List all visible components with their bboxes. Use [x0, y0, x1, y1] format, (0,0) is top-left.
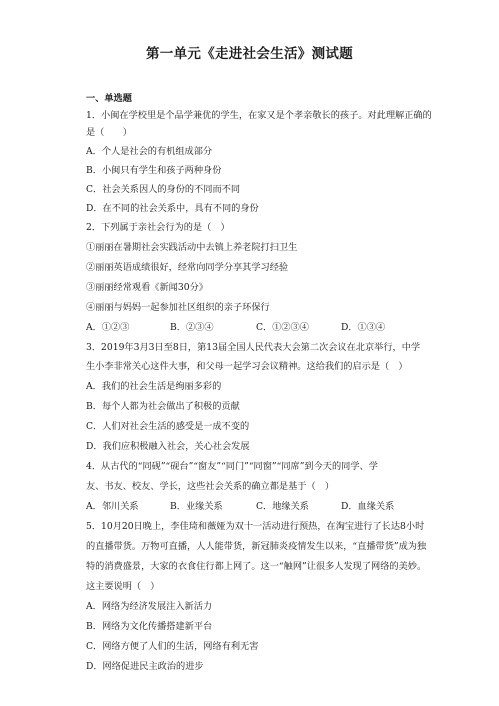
question-5-stem-line-1: 5．10月20日晚上，李佳琦和薇娅为双十一活动进行预热，在淘宝进行了长达8小时	[86, 521, 425, 532]
question-5-stem-line-3: 特的消费盛景，大家的衣食住行都上网了。这一“触网”让很多人发现了网络的美妙。	[86, 561, 427, 572]
question-2-option-b: B．②③④	[170, 322, 214, 333]
question-3-option-d: D．我们应积极融入社会，关心社会发展	[86, 441, 250, 452]
page-title: 第一单元《走进社会生活》测试题	[146, 46, 353, 62]
question-5-stem-line-2: 的直播带货。万物可直播，人人能带货，新冠肺炎疫情发生以来，“直播带货”成为独	[86, 541, 427, 552]
question-4-stem-line-1: 4．从古代的“同砚”“砚台”“窗友”“同门”“同窗”“同席”到今天的同学、学	[86, 461, 378, 472]
question-2-option-a: A．①②③	[86, 322, 130, 333]
question-2-stem: 2．下列属于亲社会行为的是（ ）	[86, 222, 230, 233]
question-2-option-d: D．①③④	[341, 322, 386, 333]
question-3-stem-line-2: 生小李非常关心这件大事，和父母一起学习会议精神。这给我们的启示是（ ）	[86, 361, 408, 372]
question-1-option-c: C．社会关系因人的身份的不同而不同	[86, 184, 241, 195]
question-5-option-b: B．网络为文化传播搭建新平台	[86, 621, 213, 632]
question-3-stem-line-1: 3．2019年3月3日至8日，第13届全国人民代表大会第二次会议在北京举行，中学	[86, 342, 421, 353]
question-5-option-c: C．网络方便了人们的生活，网络有利无害	[86, 641, 259, 652]
question-2-option-c: C．①②③④	[256, 322, 309, 333]
question-2-item-1: ①丽丽在暑期社会实践活动中去镇上养老院打扫卫生	[86, 242, 298, 253]
question-4-stem-line-2: 友、书友、校友、学长，这些社会关系的确立都是基于（ ）	[86, 481, 335, 492]
question-4-option-d: D．血缘关系	[341, 501, 395, 512]
question-1-option-a: A．个人是社会的有机组成部分	[86, 146, 213, 157]
question-1-stem-line-2: 是（ ）	[86, 127, 132, 138]
question-5-option-d: D．网络促进民主政治的进步	[86, 661, 204, 672]
question-4-option-c: C．地缘关系	[256, 501, 309, 512]
question-4-option-b: B．业缘关系	[170, 501, 223, 512]
question-5-option-a: A．网络为经济发展注入新活力	[86, 601, 213, 612]
question-4-option-a: A．邻川关系	[86, 501, 139, 512]
question-2-item-4: ④丽丽与妈妈一起参加社区组织的亲子环保行	[86, 302, 270, 313]
question-5-stem-line-4: 这主要说明（ ）	[86, 581, 160, 592]
question-1-option-d: D．在不同的社会关系中，具有不同的身份	[86, 203, 259, 214]
question-3-option-b: B．每个人都为社会做出了积极的贡献	[86, 401, 240, 412]
question-1-option-b: B．小闽只有学生和孩子两种身份	[86, 165, 222, 176]
section-heading: 一、单选题	[86, 93, 132, 104]
question-3-option-c: C．人们对社会生活的感受是一成不变的	[86, 421, 250, 432]
question-2-item-3: ③丽丽经常观看《新闻30分》	[86, 282, 208, 293]
question-1-stem-line-1: 1．小闽在学校里是个品学兼优的学生，在家又是个孝亲敬长的孩子。对此理解正确的	[86, 110, 432, 121]
question-3-option-a: A．我们的社会生活是绚丽多彩的	[86, 381, 222, 392]
question-2-item-2: ②丽丽英语成绩很好，经常向同学分享其学习经验	[86, 262, 289, 273]
